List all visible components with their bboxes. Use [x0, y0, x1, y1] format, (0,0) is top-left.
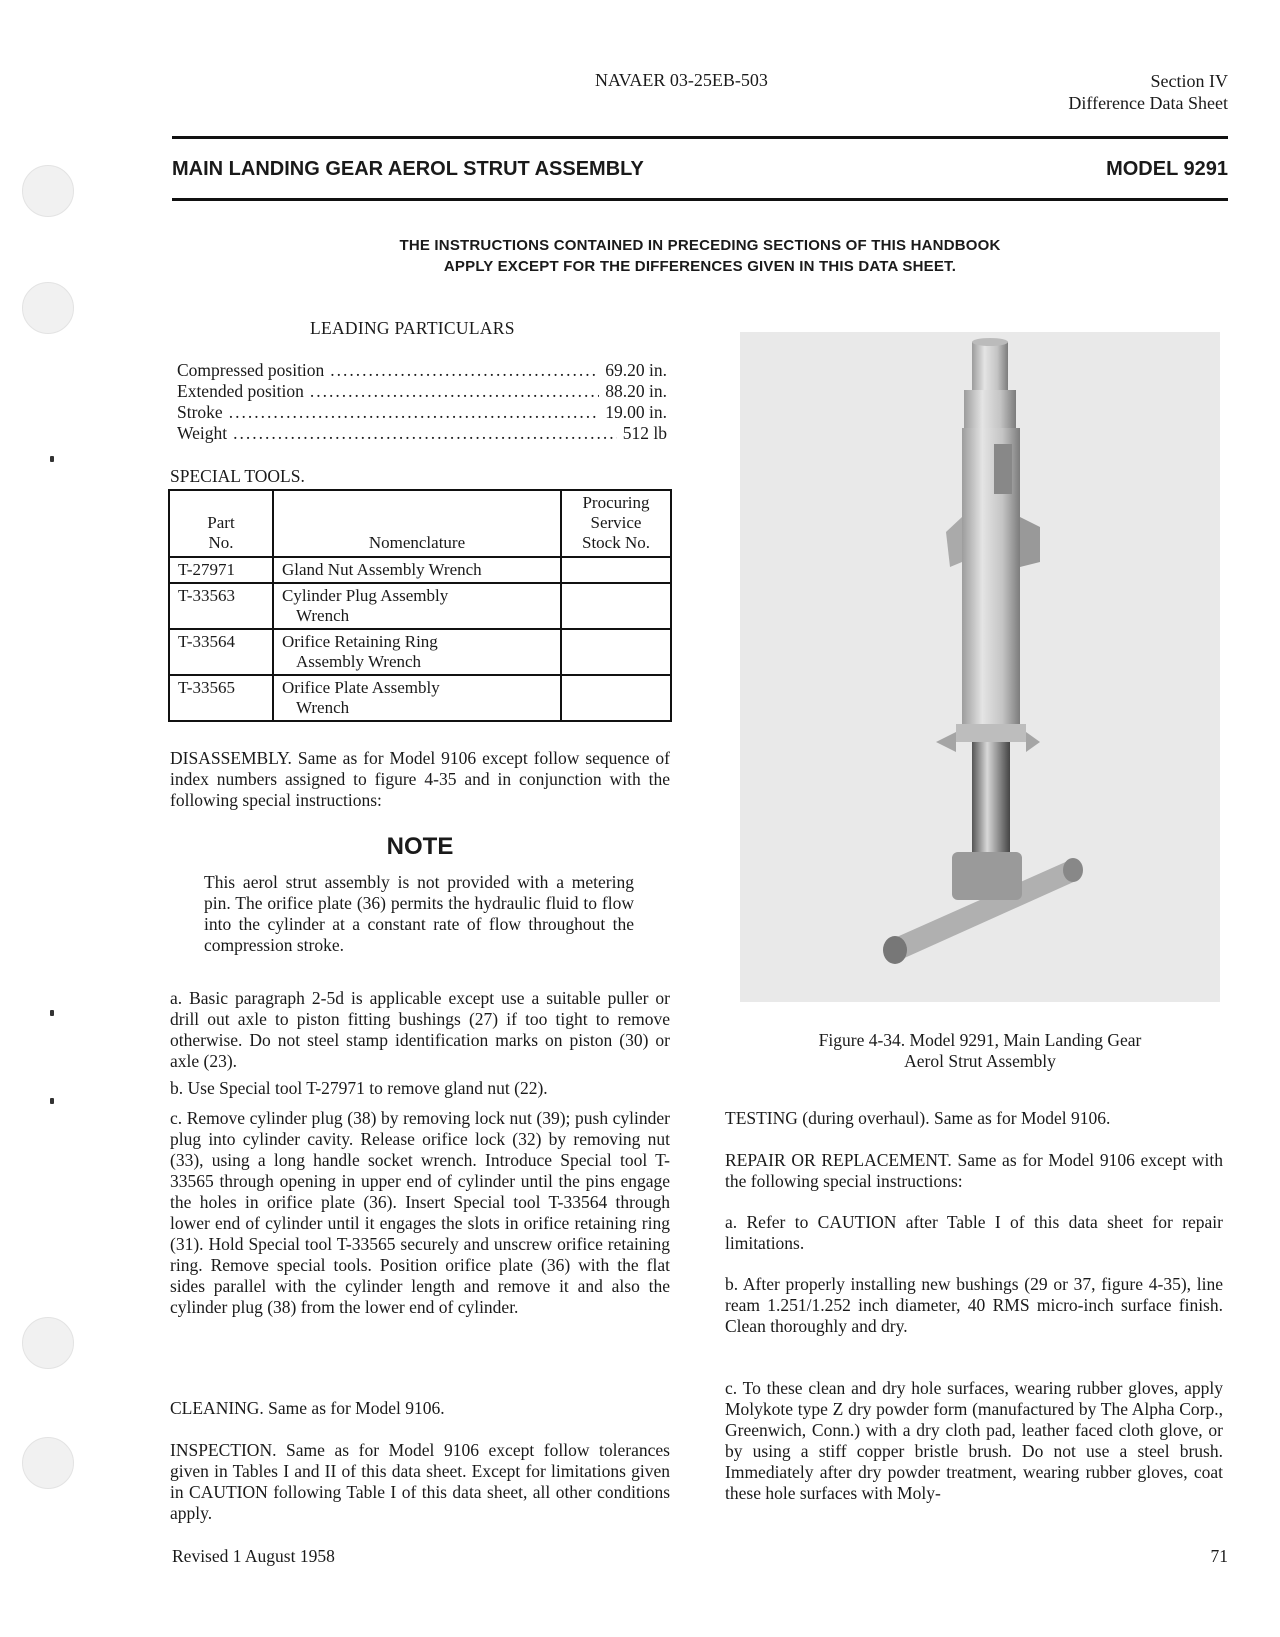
table-header-row	[169, 490, 671, 557]
leading-particulars-list	[177, 360, 667, 444]
part-number: T-33565	[169, 675, 273, 721]
table-row	[169, 629, 671, 675]
special-tools-title: SPECIAL TOOLS.	[170, 466, 305, 486]
particular-row	[177, 423, 667, 444]
repair-b-paragraph: b. After properly installing new bushings (29 or 37, figure 4-35), line ream 1.251/1.252 inch diameter, 40 RMS micro-inch surface finish. Clean thoroughly and dry.	[725, 1274, 1223, 1336]
particular-label: Stroke	[177, 402, 223, 422]
caption-line: Figure 4-34. Model 9291, Main Landing Gear	[818, 1030, 1142, 1050]
particular-value: 88.20 in.	[605, 381, 667, 401]
binder-hole	[22, 282, 74, 334]
particular-label: Extended position	[177, 381, 304, 401]
title-rule	[172, 198, 1228, 201]
scan-speck	[50, 1098, 54, 1104]
table-row	[169, 675, 671, 721]
leader-dots	[233, 423, 617, 444]
repair-intro-paragraph: REPAIR OR REPLACEMENT. Same as for Model 9106 except with the following special instructions:	[725, 1150, 1223, 1191]
leader-dots	[310, 381, 599, 402]
table-row	[169, 583, 671, 629]
step-c-paragraph: c. Remove cylinder plug (38) by removing lock nut (39); push cylinder plug into cylinder cavity. Release orifice lock (32) by removing nut (33), using a long handle socket wrench. Introduce Special tool T-33565 through opening in upper end of cylinder until the pins engage the holes in orifice plate (36). Insert Special tool T-33564 through lower end of cylinder until it engages the slots in orifice retaining ring (31). Hold Special tool T-33565 securely and unscrew orifice retaining ring. Remove special tools. Position orifice plate (36) with the flat sides parallel with the cylinder length and remove it and also the cylinder plug (38) from the lower end of cylinder.	[170, 1108, 670, 1317]
header-text: Stock No.	[582, 533, 650, 552]
particular-row	[177, 402, 667, 423]
header-rule	[172, 136, 1228, 139]
nomenclature-line: Assembly Wrench	[296, 652, 422, 671]
figure-caption	[740, 1030, 1220, 1072]
scan-speck	[50, 456, 54, 462]
caption-line: Aerol Strut Assembly	[904, 1051, 1056, 1071]
nomenclature	[273, 629, 561, 675]
section-subtitle: Difference Data Sheet	[1068, 93, 1228, 113]
header-text: No.	[208, 533, 234, 552]
scan-speck	[50, 1010, 54, 1016]
stock-number	[561, 583, 671, 629]
special-tools-table	[168, 489, 672, 722]
part-number: T-27971	[169, 557, 273, 583]
strut-illustration	[740, 332, 1220, 1002]
header-text: Service	[590, 513, 642, 532]
stock-number	[561, 675, 671, 721]
header-text: Nomenclature	[368, 533, 466, 552]
nomenclature-line: Orifice Retaining Ring	[282, 632, 438, 651]
leader-dots	[330, 360, 599, 381]
particular-label: Weight	[177, 423, 228, 443]
nomenclature-line: Wrench	[296, 698, 350, 717]
header-part-no	[169, 490, 273, 557]
part-number: T-33563	[169, 583, 273, 629]
table-row	[169, 557, 671, 583]
particular-row	[177, 360, 667, 381]
nomenclature-line: Orifice Plate Assembly	[282, 678, 440, 697]
step-a-paragraph: a. Basic paragraph 2-5d is applicable except use a suitable puller or drill out axle to piston fitting bushings (27) if too tight to remove otherwise. Do not steel stamp identification marks on piston (30) or axle (23).	[170, 988, 670, 1071]
binder-hole	[22, 165, 74, 217]
nomenclature	[273, 675, 561, 721]
step-b-paragraph: b. Use Special tool T-27971 to remove gland nut (22).	[170, 1078, 548, 1098]
note-heading: NOTE	[386, 833, 454, 860]
document-number: NAVAER 03-25EB-503	[595, 70, 768, 90]
nomenclature-line: Wrench	[296, 606, 350, 625]
binder-hole	[22, 1317, 74, 1369]
leading-particulars-title: LEADING PARTICULARS	[310, 318, 515, 338]
section-number: Section IV	[1150, 71, 1228, 91]
part-number: T-33564	[169, 629, 273, 675]
note-text: This aerol strut assembly is not provided with a metering pin. The orifice plate (36) permits the hydraulic fluid to flow into the cylinder at a constant rate of flow throughout the compression stroke.	[204, 872, 634, 955]
header-stock-no	[561, 490, 671, 557]
testing-paragraph: TESTING (during overhaul). Same as for Model 9106.	[725, 1108, 1111, 1128]
leader-dots	[229, 402, 600, 423]
stock-number	[561, 629, 671, 675]
revision-date: Revised 1 August 1958	[172, 1546, 335, 1566]
nomenclature-line: Cylinder Plug Assembly	[282, 586, 449, 605]
particular-value: 19.00 in.	[605, 402, 667, 422]
nomenclature	[273, 557, 561, 583]
repair-c-paragraph: c. To these clean and dry hole surfaces, wearing rubber gloves, apply Molykote type Z dry powder form (manufactured by The Alpha Corp., Greenwich, Conn.) with a dry cloth pad, leather faced cloth glove, or by using a stiff copper bristle brush. Do not use a steel brush. Immediately after dry powder treatment, wearing rubber gloves, coat these hole surfaces with Moly-	[725, 1378, 1223, 1503]
section-label	[1068, 70, 1228, 114]
repair-a-paragraph: a. Refer to CAUTION after Table I of this data sheet for repair limitations.	[725, 1212, 1223, 1253]
particular-value: 69.20 in.	[605, 360, 667, 380]
instructions-line: THE INSTRUCTIONS CONTAINED IN PRECEDING SECTIONS OF THIS HANDBOOK	[399, 237, 1001, 254]
particular-row	[177, 381, 667, 402]
nomenclature-line: Gland Nut Assembly Wrench	[282, 560, 482, 579]
header-text: Procuring	[582, 493, 650, 512]
header-nomenclature	[273, 490, 561, 557]
particular-label: Compressed position	[177, 360, 325, 380]
particular-value: 512 lb	[622, 423, 667, 443]
cleaning-paragraph: CLEANING. Same as for Model 9106.	[170, 1398, 445, 1418]
nomenclature	[273, 583, 561, 629]
stock-number	[561, 557, 671, 583]
page-number: 71	[1210, 1546, 1228, 1566]
binder-hole	[22, 1437, 74, 1489]
header-text: Part	[207, 513, 235, 532]
disassembly-paragraph: DISASSEMBLY. Same as for Model 9106 except follow sequence of index numbers assigned to figure 4-35 and in conjunction with the following special instructions:	[170, 748, 670, 810]
strut-assembly-photo	[740, 332, 1220, 1002]
page-title: MAIN LANDING GEAR AEROL STRUT ASSEMBLY	[172, 158, 644, 180]
model-number: MODEL 9291	[1106, 158, 1228, 180]
instructions-banner	[172, 235, 1228, 277]
instructions-line: APPLY EXCEPT FOR THE DIFFERENCES GIVEN IN THIS DATA SHEET.	[443, 258, 957, 275]
inspection-paragraph: INSPECTION. Same as for Model 9106 except follow tolerances given in Tables I and II of this data sheet. Except for limitations given in CAUTION following Table I of this data sheet, all other conditions apply.	[170, 1440, 670, 1523]
